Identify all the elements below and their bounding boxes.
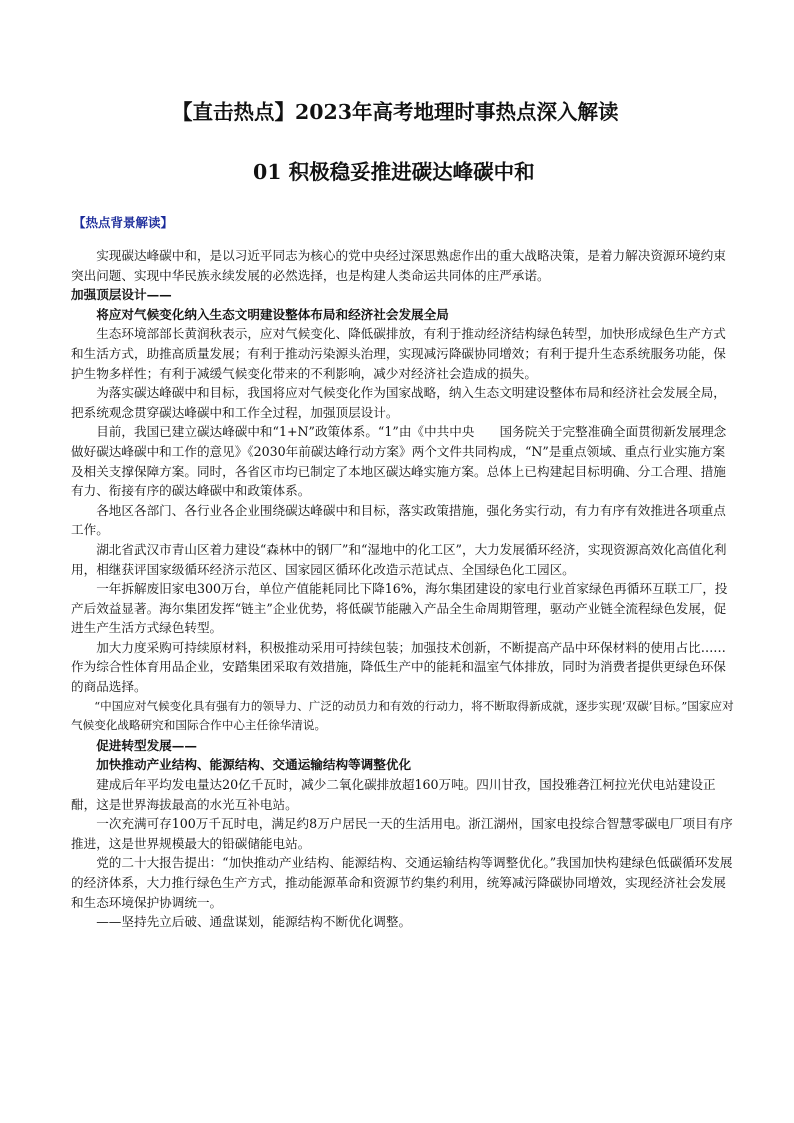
- quote-paragraph: “中国应对气候变化具有强有力的领导力、广泛的动员力和有效的行动力，将不断取得新成就，逐步实现‘双碳’目标。”国家应对气候变化战略研究和国际合作中心主任徐华清说。: [71, 698, 734, 733]
- paragraph: 实现碳达峰碳中和，是以习近平同志为核心的党中央经过深思熟虑作出的重大战略决策，是着力解决资源环境约束突出问题、实现中华民族永续发展的必然选择，也是构建人类命运共同体的庄严承诺。: [71, 248, 726, 283]
- paragraph: ——坚持先立后破、通盘谋划，能源结构不断优化调整。: [96, 914, 412, 930]
- paragraph: 为落实碳达峰碳中和目标，我国将应对气候变化作为国家战略，纳入生态文明建设整体布局和经济社会发展全局，把系统观念贯穿碳达峰碳中和工作全过程，加强顶层设计。: [71, 385, 726, 420]
- section-heading: 加强顶层设计——: [71, 287, 172, 303]
- paragraph: 建成后年平均发电量达20亿千瓦时，减少二氧化碳排放超160万吨。四川甘孜，国投雅砻江柯拉光伏电站建设正酣，这是世界海拔最高的水光互补电站。: [71, 777, 716, 812]
- document-subtitle: 01 积极稳妥推进碳达峰碳中和: [253, 160, 535, 184]
- section-heading: 促进转型发展——: [96, 737, 197, 753]
- section-tag: 【热点背景解读】: [73, 215, 174, 230]
- paragraph: 湖北省武汉市青山区着力建设“森林中的钢厂”和“湿地中的化工区”，大力发展循环经济，实现资源高效化高值化利用，相继获评国家级循环经济示范区、国家园区循环化改造示范试点、全国绿色化工园区。: [71, 541, 727, 577]
- paragraph: 生态环境部部长黄润秋表示，应对气候变化、降低碳排放，有利于推动经济结构绿色转型，加快形成绿色生产方式和生活方式，助推高质量发展；有利于推动污染源头治理，实现减污降碳协同增效；有利于提升生态系统服务功能，保护生物多样性；有利于减缓气候变化带来的不利影响，减少对经济社会造成的损失。: [71, 326, 726, 381]
- document-title: 【直击热点】2023年高考地理时事热点深入解读: [172, 100, 619, 124]
- paragraph: 各地区各部门、各行业各企业围绕碳达峰碳中和目标，落实政策措施，强化务实行动，有力有序有效推进各项重点工作。: [71, 502, 726, 538]
- article-body: [71, 246, 734, 932]
- paragraph: 党的二十大报告提出：“加快推动产业结构、能源结构、交通运输结构等调整优化。”我国加快构建绿色低碳循环发展的经济体系，大力推行绿色生产方式，推动能源革命和资源节约集约利用，统筹减污降碳协同增效，实现经济社会发展和生态环境保护协调统一。: [71, 855, 733, 910]
- paragraph: 加大力度采购可持续原材料，积极推动采用可持续包装；加强技术创新，不断提高产品中环保材料的使用占比……作为综合性体育用品企业，安踏集团采取有效措施，降低生产中的能耗和温室气体排放，同时为消费者提供更绿色环保的商品选择。: [71, 639, 726, 695]
- paragraph: 一年拆解废旧家电300万台，单位产值能耗同比下降16%，海尔集团建设的家电行业首家绿色再循环互联工厂，投产后效益显著。海尔集团发挥“链主”企业优势，将低碳节能融入产品全生命周期管理，驱动产业链全流程绿色发展，促进生产生活方式绿色转型。: [71, 581, 728, 636]
- paragraph: 目前，我国已建立碳达峰碳中和“1+N”政策体系。“1”由《中共中央 国务院关于完整准确全面贯彻新发展理念做好碳达峰碳中和工作的意见》《2030年前碳达峰行动方案》两个文件共同构成，“N”是重点领域、重点行业实施方案及相关支撑保障方案。同时，各省区市均已制定了本地区碳达峰实施方案。总体上已构建起目标明确、分工合理、措施有力、衔接有序的碳达峰碳中和政策体系。: [71, 424, 727, 499]
- paragraph: 一次充满可存100万千瓦时电，满足约8万户居民一天的生活用电。浙江湖州，国家电投综合智慧零碳电厂项目有序推进，这是世界规模最大的铅碳储能电站。: [71, 816, 733, 851]
- subsection-heading: 加快推动产业结构、能源结构、交通运输结构等调整优化: [96, 757, 412, 773]
- subsection-heading: 将应对气候变化纳入生态文明建设整体布局和经济社会发展全局: [96, 306, 449, 322]
